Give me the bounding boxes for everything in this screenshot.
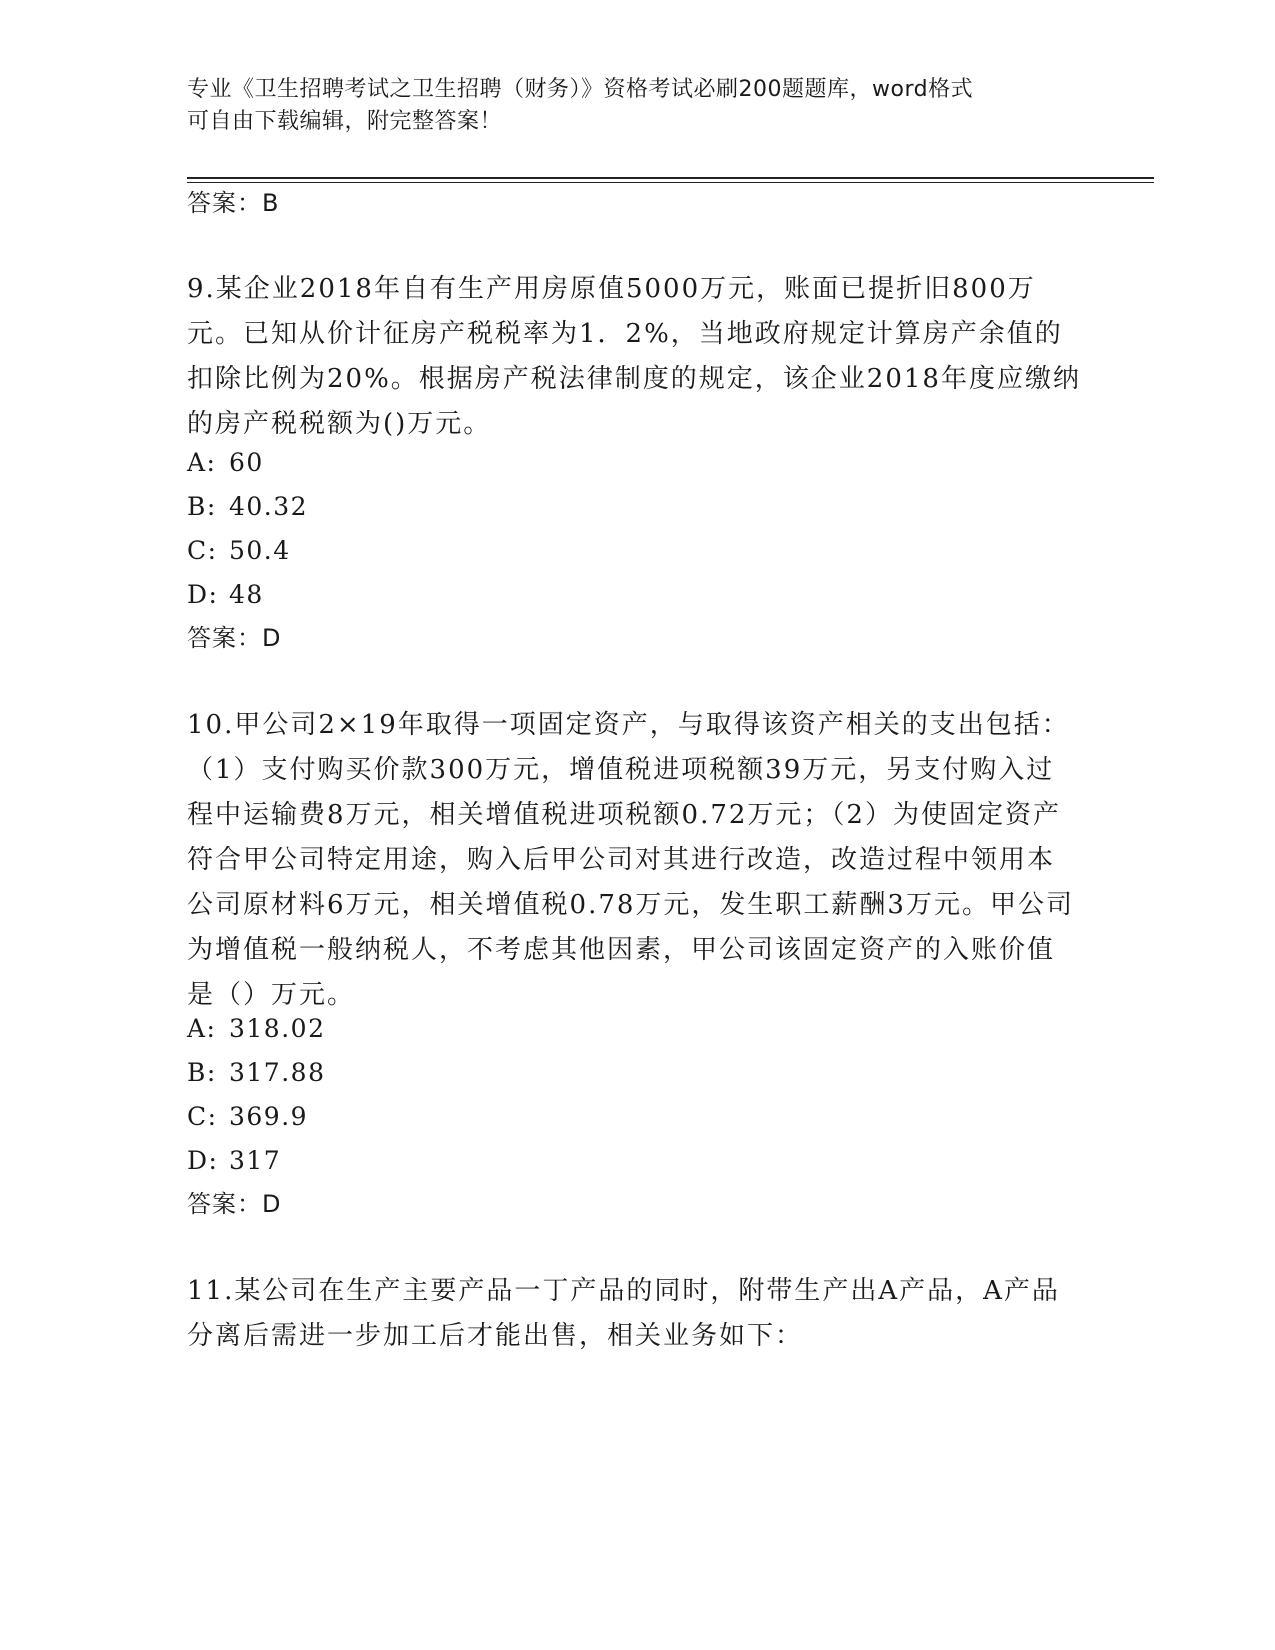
option-key: B: [187,1058,217,1087]
option-key: C: [187,1102,218,1131]
answer-line: 答案：B [187,189,280,217]
option-a [187,1006,1082,1052]
option-c [187,528,1082,574]
option-a [187,440,1082,486]
option-value: 317.88 [229,1058,326,1087]
option-key: C: [187,536,218,565]
option-d [187,572,1082,618]
option-value: 318.02 [229,1014,326,1043]
option-c [187,1094,1082,1140]
option-value: 50.4 [229,536,291,565]
question-10 [187,703,1082,1018]
option-key: D: [187,580,219,609]
question-text: 9.某企业2018年自有生产用房原值5000万元，账面已提折旧800万元。已知从价计征房产税税率为1．2%，当地政府规定计算房产余值的扣除比例为20%。根据房产税法律制度的规定，该企业2018年度应缴纳的房产税税额为()万元。 [187,274,1081,439]
header-line-1: 专业《卫生招聘考试之卫生招聘（财务）》资格考试必刷200题题库，word格式 [187,77,974,102]
option-key: A: [187,448,217,477]
question-text: 11.某公司在生产主要产品一丁产品的同时，附带生产出A产品，A产品分离后需进一步加工后才能出售，相关业务如下： [187,1276,1060,1351]
option-key: A: [187,1014,217,1043]
option-b [187,1050,1082,1096]
option-value: 40.32 [229,492,309,521]
answer-line: 答案：D [187,624,282,652]
option-value: 369.9 [229,1102,309,1131]
option-d [187,1138,1082,1184]
question-9 [187,267,1082,447]
option-b [187,484,1082,530]
question-11 [187,1269,1082,1359]
page-header [187,74,1067,138]
option-value: 317 [229,1146,282,1175]
option-key: D: [187,1146,219,1175]
option-value: 48 [229,580,264,609]
option-key: B: [187,492,217,521]
header-divider-thick [187,177,1154,179]
answer-line: 答案：D [187,1190,282,1218]
header-line-2: 可自由下载编辑，附完整答案！ [187,109,503,134]
question-text: 10.甲公司2×19年取得一项固定资产，与取得该资产相关的支出包括：（1）支付购买价款300万元，增值税进项税额39万元，另支付购入过程中运输费8万元，相关增值税进项税额0.72万元；（2）为使固定资产符合甲公司特定用途，购入后甲公司对其进行改造，改造过程中领用本公司原材料6万元，相关增值税0.78万元，发生职工薪酬3万元。甲公司为增值税一般纳税人，不考虑其他因素，甲公司该固定资产的入账价值是（）万元。 [187,710,1074,1010]
option-value: 60 [229,448,264,477]
